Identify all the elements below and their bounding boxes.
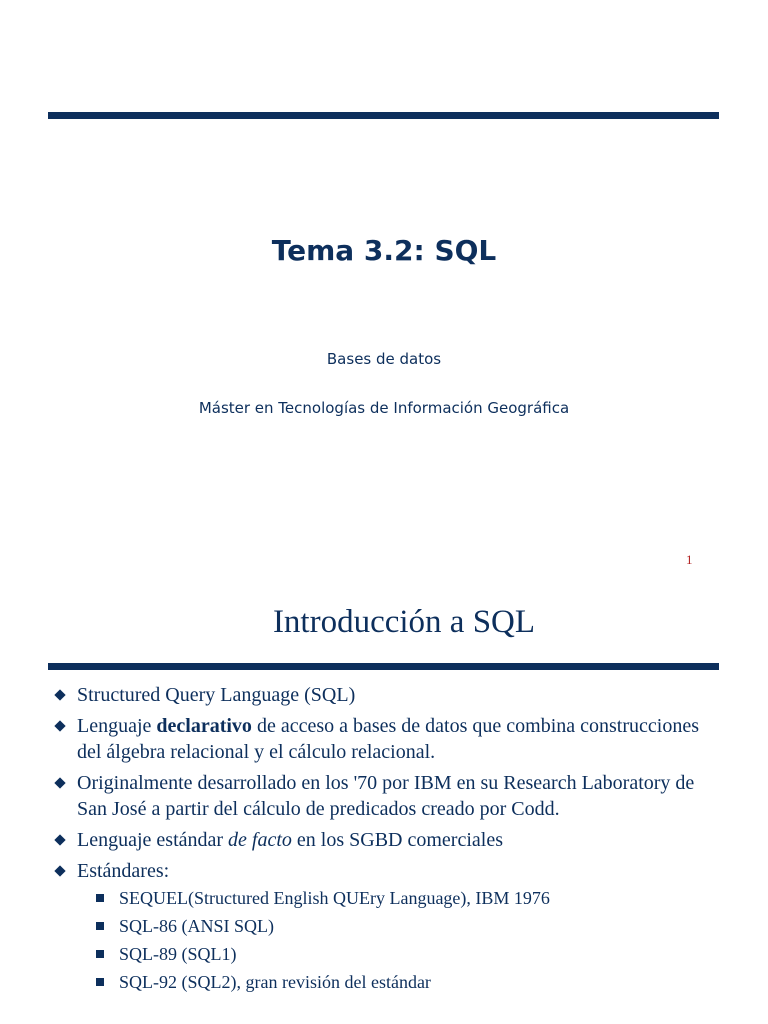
list-item: [93, 884, 722, 912]
diamond-bullet-icon: [54, 834, 65, 845]
bullet-text: Structured Query Language (SQL): [77, 684, 356, 706]
section-divider: [48, 663, 719, 670]
list-item: [93, 968, 722, 996]
slide-title: Tema 3.2: SQL: [271, 234, 497, 267]
list-item: [93, 940, 722, 968]
list-item: [93, 912, 722, 940]
section-title: Introducción a SQL: [272, 604, 536, 640]
bullet-list: [52, 682, 722, 1001]
bullet-text-bold: declarativo: [156, 715, 252, 737]
page-number: 1: [686, 552, 693, 567]
standard-text: SEQUEL(Structured English QUEry Language), IBM 1976: [119, 888, 550, 908]
bullet-text: Estándares:: [77, 860, 170, 882]
standard-text: SQL-92 (SQL2), gran revisión del estándar: [119, 972, 431, 992]
diamond-bullet-icon: [54, 865, 65, 876]
square-bullet-icon: [96, 922, 104, 930]
bullet-text: Originalmente desarrollado en los '70 por IBM en su Research Laboratory de San José a partir del cálculo de predicados creado por Codd.: [77, 772, 695, 820]
list-item: [52, 713, 722, 765]
course-name: Bases de datos: [326, 350, 442, 368]
diamond-bullet-icon: [54, 720, 65, 731]
square-bullet-icon: [96, 978, 104, 986]
square-bullet-icon: [96, 894, 104, 902]
program-name: Máster en Tecnologías de Información Geográfica: [198, 399, 570, 417]
standards-list: [93, 884, 722, 996]
bullet-text-pre: Lenguaje estándar: [77, 829, 229, 851]
list-item: [52, 770, 722, 822]
bullet-text-post: de acceso a bases de datos que combina construcciones del álgebra relacional y el cálculo relacional.: [77, 715, 699, 763]
diamond-bullet-icon: [54, 777, 65, 788]
list-item: [52, 682, 722, 708]
bullet-text-italic: de facto: [228, 829, 292, 851]
square-bullet-icon: [96, 950, 104, 958]
list-item: [52, 827, 722, 853]
standard-text: SQL-86 (ANSI SQL): [119, 916, 274, 936]
diamond-bullet-icon: [54, 689, 65, 700]
bullet-text-post: en los SGBD comerciales: [291, 829, 503, 851]
standard-text: SQL-89 (SQL1): [119, 944, 237, 964]
top-divider: [48, 112, 719, 119]
bullet-text-pre: Lenguaje: [77, 715, 157, 737]
list-item: [52, 858, 722, 996]
